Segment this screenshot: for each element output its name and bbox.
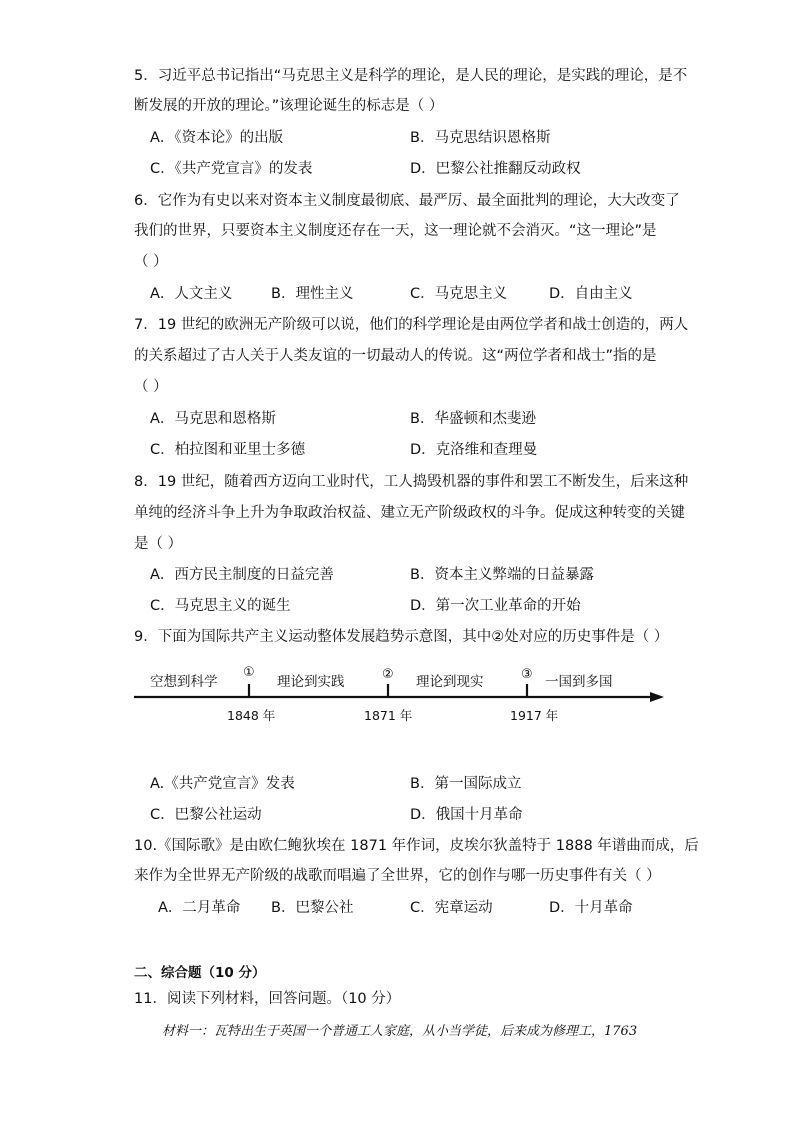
question-11-prompt: 11．阅读下列材料，回答问题。（10 分） (134, 991, 401, 1007)
timeline-year-1: 1848 年 (227, 708, 276, 723)
question-8-option-b: B．资本主义弊端的日益暴露 (410, 567, 594, 583)
question-10-option-b: B．巴黎公社 (271, 900, 354, 916)
question-8-option-d: D．第一次工业革命的开始 (410, 598, 581, 614)
question-7-option-c: C．柏拉图和亚里士多德 (150, 442, 306, 458)
question-8-line-2: 单纯的经济斗争上升为争取政治权益、建立无产阶级政权的斗争。促成这种转变的关键 (134, 505, 685, 521)
question-6-line-2: 我们的世界，只要资本主义制度还存在一天，这一理论就不会消灭。“这一理论”是 (134, 223, 657, 239)
timeline-marker-3: ③ (521, 667, 533, 682)
timeline-diagram (0, 658, 794, 738)
question-8-line-3: 是（ ） (134, 536, 183, 552)
question-8-line-1: 8．19 世纪，随着西方迈向工业时代，工人捣毁机器的事件和罢工不断发生，后来这种 (134, 474, 689, 490)
question-6-option-c: C．马克思主义 (410, 286, 508, 302)
question-9-option-b: B．第一国际成立 (410, 776, 522, 792)
question-5-line-1: 5．习近平总书记指出“马克思主义是科学的理论，是人民的理论，是实践的理论，是不 (134, 68, 688, 84)
timeline-segment-4: 一国到多国 (545, 674, 613, 690)
question-10-option-a: A．二月革命 (158, 900, 241, 916)
question-9-option-d: D．俄国十月革命 (410, 807, 523, 823)
question-6-option-b: B．理性主义 (271, 286, 354, 302)
question-7-line-3: （ ） (134, 379, 168, 395)
timeline-marker-2: ② (382, 667, 394, 682)
question-10-option-d: D．十月革命 (549, 900, 633, 916)
question-6-option-a: A．人文主义 (150, 286, 233, 302)
question-5-option-a: A．《资本论》的出版 (150, 130, 284, 146)
question-10-line-2: 来作为全世界无产阶级的战歌而唱遍了全世界，它的创作与哪一历史事件有关（ ） (134, 868, 661, 884)
question-5-option-c: C．《共产党宣言》的发表 (150, 161, 313, 177)
question-10-option-c: C．宪章运动 (410, 900, 493, 916)
question-6-line-1: 6．它作为有史以来对资本主义制度最彻底、最严厉、最全面批判的理论，大大改变了 (134, 193, 680, 209)
question-6-option-d: D．自由主义 (549, 286, 633, 302)
section-2-heading: 二、综合题（10 分） (134, 965, 266, 981)
material-1-text: 材料一：瓦特出生于英国一个普通工人家庭，从小当学徒，后来成为修理工，1763 (162, 1024, 638, 1039)
question-8-option-a: A．西方民主制度的日益完善 (150, 567, 334, 583)
question-9-option-c: C．巴黎公社运动 (150, 807, 262, 823)
question-7-line-1: 7．19 世纪的欧洲无产阶级可以说，他们的科学理论是由两位学者和战士创造的，两人 (134, 317, 689, 333)
question-9-option-a: A.《共产党宣言》发表 (150, 776, 295, 792)
question-5-option-b: B．马克思结识恩格斯 (410, 130, 551, 146)
timeline-marker-1: ① (243, 665, 255, 680)
timeline-year-3: 1917 年 (510, 708, 559, 723)
question-5-line-2: 断发展的开放的理论。”该理论诞生的标志是（ ） (134, 98, 444, 114)
timeline-segment-3: 理论到现实 (416, 674, 484, 690)
question-7-option-d: D．克洛维和查理曼 (410, 442, 538, 458)
question-7-option-b: B．华盛顿和杰斐逊 (410, 411, 536, 427)
question-7-option-a: A．马克思和恩格斯 (150, 411, 276, 427)
timeline-year-2: 1871 年 (364, 708, 413, 723)
question-6-line-3: （ ） (134, 254, 168, 270)
timeline-segment-1: 空想到科学 (150, 674, 218, 690)
timeline-segment-2: 理论到实践 (277, 674, 345, 690)
question-5-option-d: D．巴黎公社推翻反动政权 (410, 161, 581, 177)
timeline-arrowhead (650, 692, 664, 702)
question-7-line-2: 的关系超过了古人关于人类友谊的一切最动人的传说。这“两位学者和战士”指的是 (134, 348, 657, 364)
question-9-line-1: 9．下面为国际共产主义运动整体发展趋势示意图，其中②处对应的历史事件是（ ） (134, 629, 669, 645)
question-10-line-1: 10.《国际歌》是由欧仁鲍狄埃在 1871 年作词，皮埃尔狄盖特于 1888 年谱曲而成，后 (134, 838, 699, 854)
question-8-option-c: C．马克思主义的诞生 (150, 598, 291, 614)
